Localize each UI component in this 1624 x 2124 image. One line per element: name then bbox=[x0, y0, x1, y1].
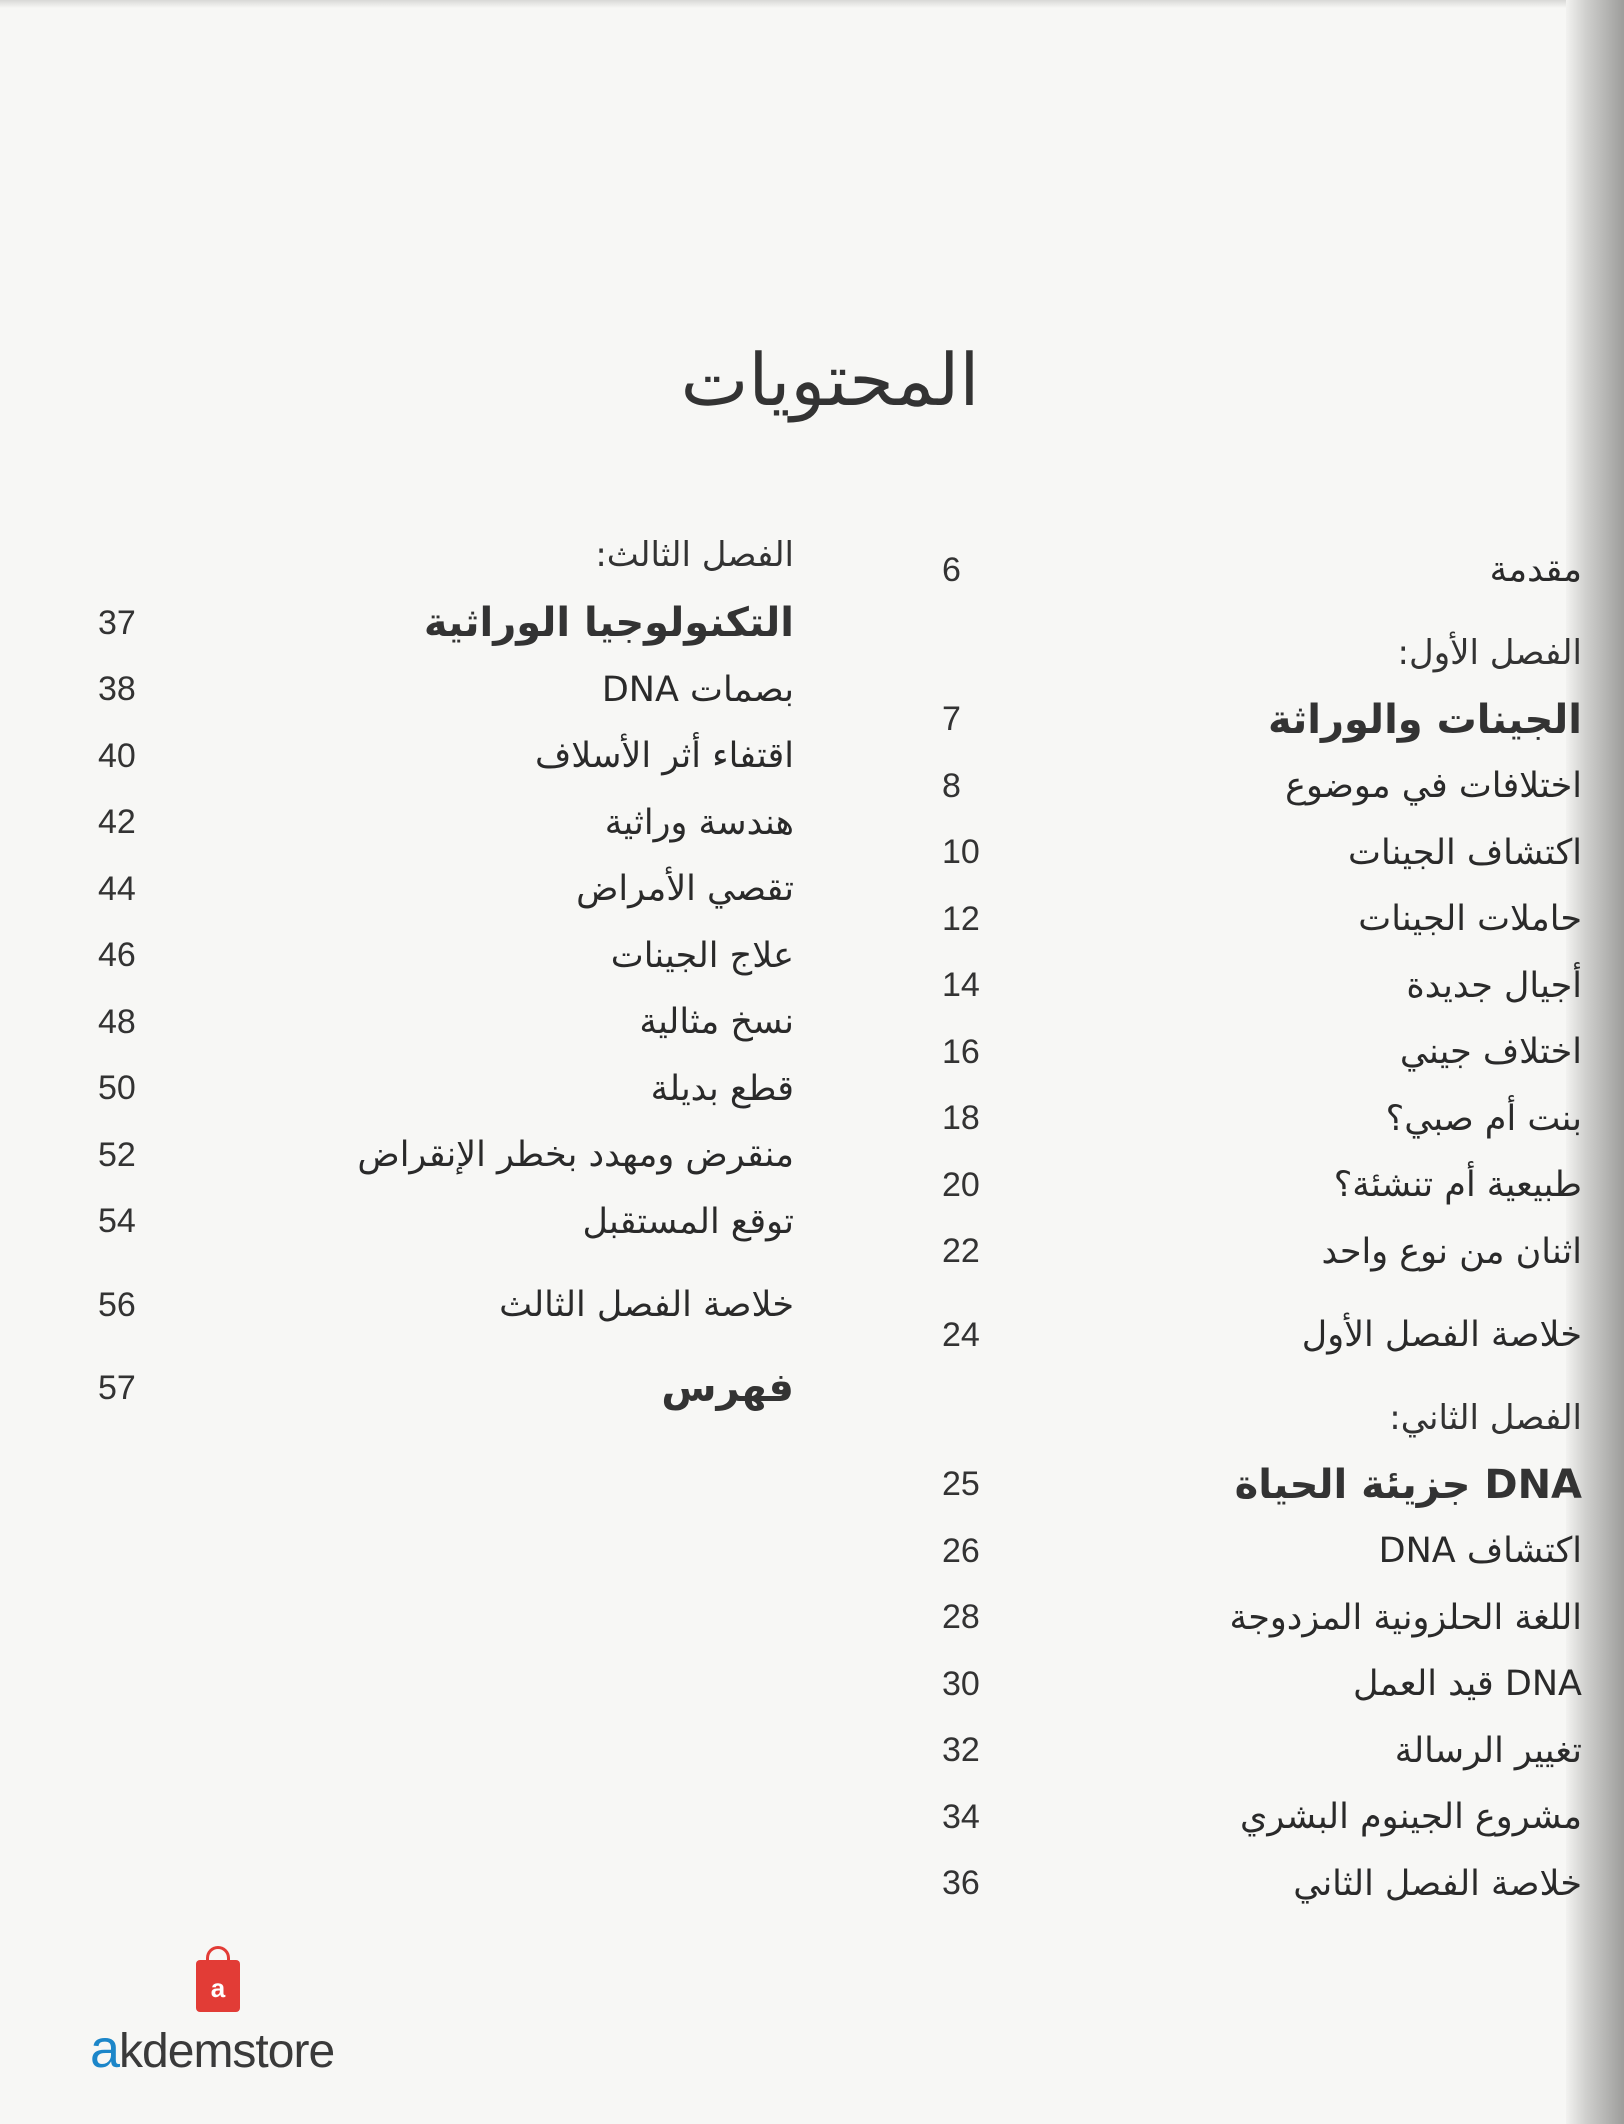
toc-row bbox=[902, 520, 1582, 620]
page-number: 56 bbox=[98, 1285, 136, 1324]
toc-row bbox=[902, 1718, 1582, 1785]
section-heading: التكنولوجيا الوراثية bbox=[423, 600, 794, 647]
page-number: 22 bbox=[942, 1232, 980, 1271]
page-number: 12 bbox=[942, 899, 980, 938]
toc-entry-title: توقع المستقبل bbox=[582, 1201, 794, 1242]
section-heading: الجينات والوراثة bbox=[1267, 696, 1582, 743]
page-number: 52 bbox=[98, 1135, 136, 1174]
toc-entry-title: مقدمة bbox=[1489, 550, 1582, 590]
toc-left-column bbox=[98, 520, 794, 1422]
page-number: 34 bbox=[942, 1797, 980, 1836]
section-heading: DNA جزيئة الحياة bbox=[1234, 1461, 1582, 1508]
page-title: المحتويات bbox=[680, 338, 980, 422]
toc-row bbox=[98, 1056, 794, 1123]
logo-wordmark bbox=[90, 2018, 334, 2080]
toc-row bbox=[902, 1086, 1582, 1153]
toc-row bbox=[902, 1385, 1582, 1452]
toc-row bbox=[98, 1189, 794, 1256]
toc-row bbox=[902, 1152, 1582, 1219]
toc-entry-title: طبيعية أم تنشئة؟ bbox=[1333, 1165, 1582, 1206]
page-number: 30 bbox=[942, 1664, 980, 1703]
page-number: 20 bbox=[942, 1165, 980, 1204]
toc-row bbox=[98, 923, 794, 990]
page-number: 48 bbox=[98, 1002, 136, 1041]
section-heading: فهرس bbox=[661, 1365, 794, 1412]
toc-entry-title: اكتشاف DNA bbox=[1378, 1531, 1582, 1572]
toc-entry-title: اختلافات في موضوع bbox=[1285, 766, 1582, 807]
page-number: 40 bbox=[98, 736, 136, 775]
toc-entry-title: اثنان من نوع واحد bbox=[1321, 1231, 1582, 1272]
page-number: 50 bbox=[98, 1069, 136, 1108]
toc-entry-title: حاملات الجينات bbox=[1358, 899, 1582, 940]
page-number: 10 bbox=[942, 833, 980, 872]
toc-row bbox=[98, 856, 794, 923]
toc-entry-title: اللغة الحلزونية المزدوجة bbox=[1229, 1597, 1582, 1638]
chapter-label: الفصل الثالث: bbox=[595, 535, 794, 575]
toc-entry-title: هندسة وراثية bbox=[604, 802, 794, 843]
toc-entry-title: خلاصة الفصل الثالث bbox=[499, 1285, 794, 1325]
toc-row bbox=[902, 1651, 1582, 1718]
toc-entry-title: علاج الجينات bbox=[610, 935, 794, 976]
toc-entry-title: أجيال جديدة bbox=[1406, 965, 1582, 1006]
toc-row bbox=[98, 989, 794, 1056]
toc-entry-title: اقتفاء أثر الأسلاف bbox=[534, 736, 794, 777]
toc-right-column bbox=[902, 520, 1582, 1917]
toc-entry-title: قطع بديلة bbox=[650, 1068, 794, 1109]
toc-entry-title: تقصي الأمراض bbox=[576, 869, 794, 910]
toc-entry-title: اكتشاف الجينات bbox=[1348, 832, 1582, 873]
page-number: 57 bbox=[98, 1368, 136, 1407]
page-number: 6 bbox=[942, 550, 961, 589]
toc-row bbox=[902, 820, 1582, 887]
toc-row bbox=[902, 1585, 1582, 1652]
page-number: 8 bbox=[942, 766, 961, 805]
toc-row bbox=[902, 1019, 1582, 1086]
page-number: 14 bbox=[942, 966, 980, 1005]
page-number: 38 bbox=[98, 670, 136, 709]
toc-row bbox=[98, 723, 794, 790]
logo-wordmark-a: a bbox=[90, 2019, 120, 2079]
page-number: 24 bbox=[942, 1315, 980, 1354]
chapter-label: الفصل الأول: bbox=[1397, 633, 1582, 674]
toc-row bbox=[902, 1219, 1582, 1286]
page-number: 18 bbox=[942, 1099, 980, 1138]
toc-row bbox=[98, 790, 794, 857]
shopping-bag-icon: a bbox=[196, 1960, 240, 2012]
chapter-label: الفصل الثاني: bbox=[1389, 1398, 1582, 1439]
page-number: 44 bbox=[98, 869, 136, 908]
toc-entry-title: نسخ مثالية bbox=[639, 1002, 794, 1043]
toc-row bbox=[902, 753, 1582, 820]
page-number: 54 bbox=[98, 1202, 136, 1241]
toc-row bbox=[902, 687, 1582, 754]
toc-row bbox=[902, 1518, 1582, 1585]
page-number: 42 bbox=[98, 803, 136, 842]
toc-row bbox=[98, 1355, 794, 1422]
toc-row bbox=[902, 1285, 1582, 1385]
page-number: 28 bbox=[942, 1598, 980, 1637]
page-number: 46 bbox=[98, 936, 136, 975]
toc-row bbox=[98, 1122, 794, 1189]
toc-row bbox=[902, 886, 1582, 953]
toc-entry-title: بنت أم صبي؟ bbox=[1385, 1098, 1582, 1139]
toc-entry-title: DNA قيد العمل bbox=[1352, 1664, 1582, 1705]
toc-entry-title: خلاصة الفصل الأول bbox=[1301, 1315, 1582, 1355]
page-number: 16 bbox=[942, 1032, 980, 1071]
toc-row bbox=[902, 953, 1582, 1020]
toc-row bbox=[902, 1452, 1582, 1519]
toc-row bbox=[98, 1255, 794, 1355]
toc-row bbox=[114, 520, 794, 590]
page-number: 26 bbox=[942, 1531, 980, 1570]
toc-entry-title: تغيير الرسالة bbox=[1394, 1730, 1582, 1771]
toc-row bbox=[902, 1784, 1582, 1851]
toc-entry-title: منقرض ومهدد بخطر الإنقراض bbox=[357, 1135, 794, 1176]
toc-entry-title: مشروع الجينوم البشري bbox=[1239, 1797, 1582, 1838]
toc-row bbox=[902, 620, 1582, 687]
toc-row bbox=[98, 657, 794, 724]
toc-entry-title: خلاصة الفصل الثاني bbox=[1293, 1863, 1582, 1904]
akdemstore-logo bbox=[90, 1960, 390, 2090]
toc-row bbox=[902, 1851, 1582, 1918]
page-top-shadow bbox=[0, 0, 1624, 8]
page-number: 7 bbox=[942, 700, 961, 739]
page-number: 37 bbox=[98, 603, 136, 642]
page-number: 32 bbox=[942, 1731, 980, 1770]
page-number: 25 bbox=[942, 1465, 980, 1504]
toc-entry-title: اختلاف جيني bbox=[1399, 1032, 1582, 1073]
logo-wordmark-rest: kdemstore bbox=[119, 2025, 335, 2078]
toc-row bbox=[98, 590, 794, 657]
toc-entry-title: بصمات DNA bbox=[601, 669, 794, 710]
page-number: 36 bbox=[942, 1864, 980, 1903]
